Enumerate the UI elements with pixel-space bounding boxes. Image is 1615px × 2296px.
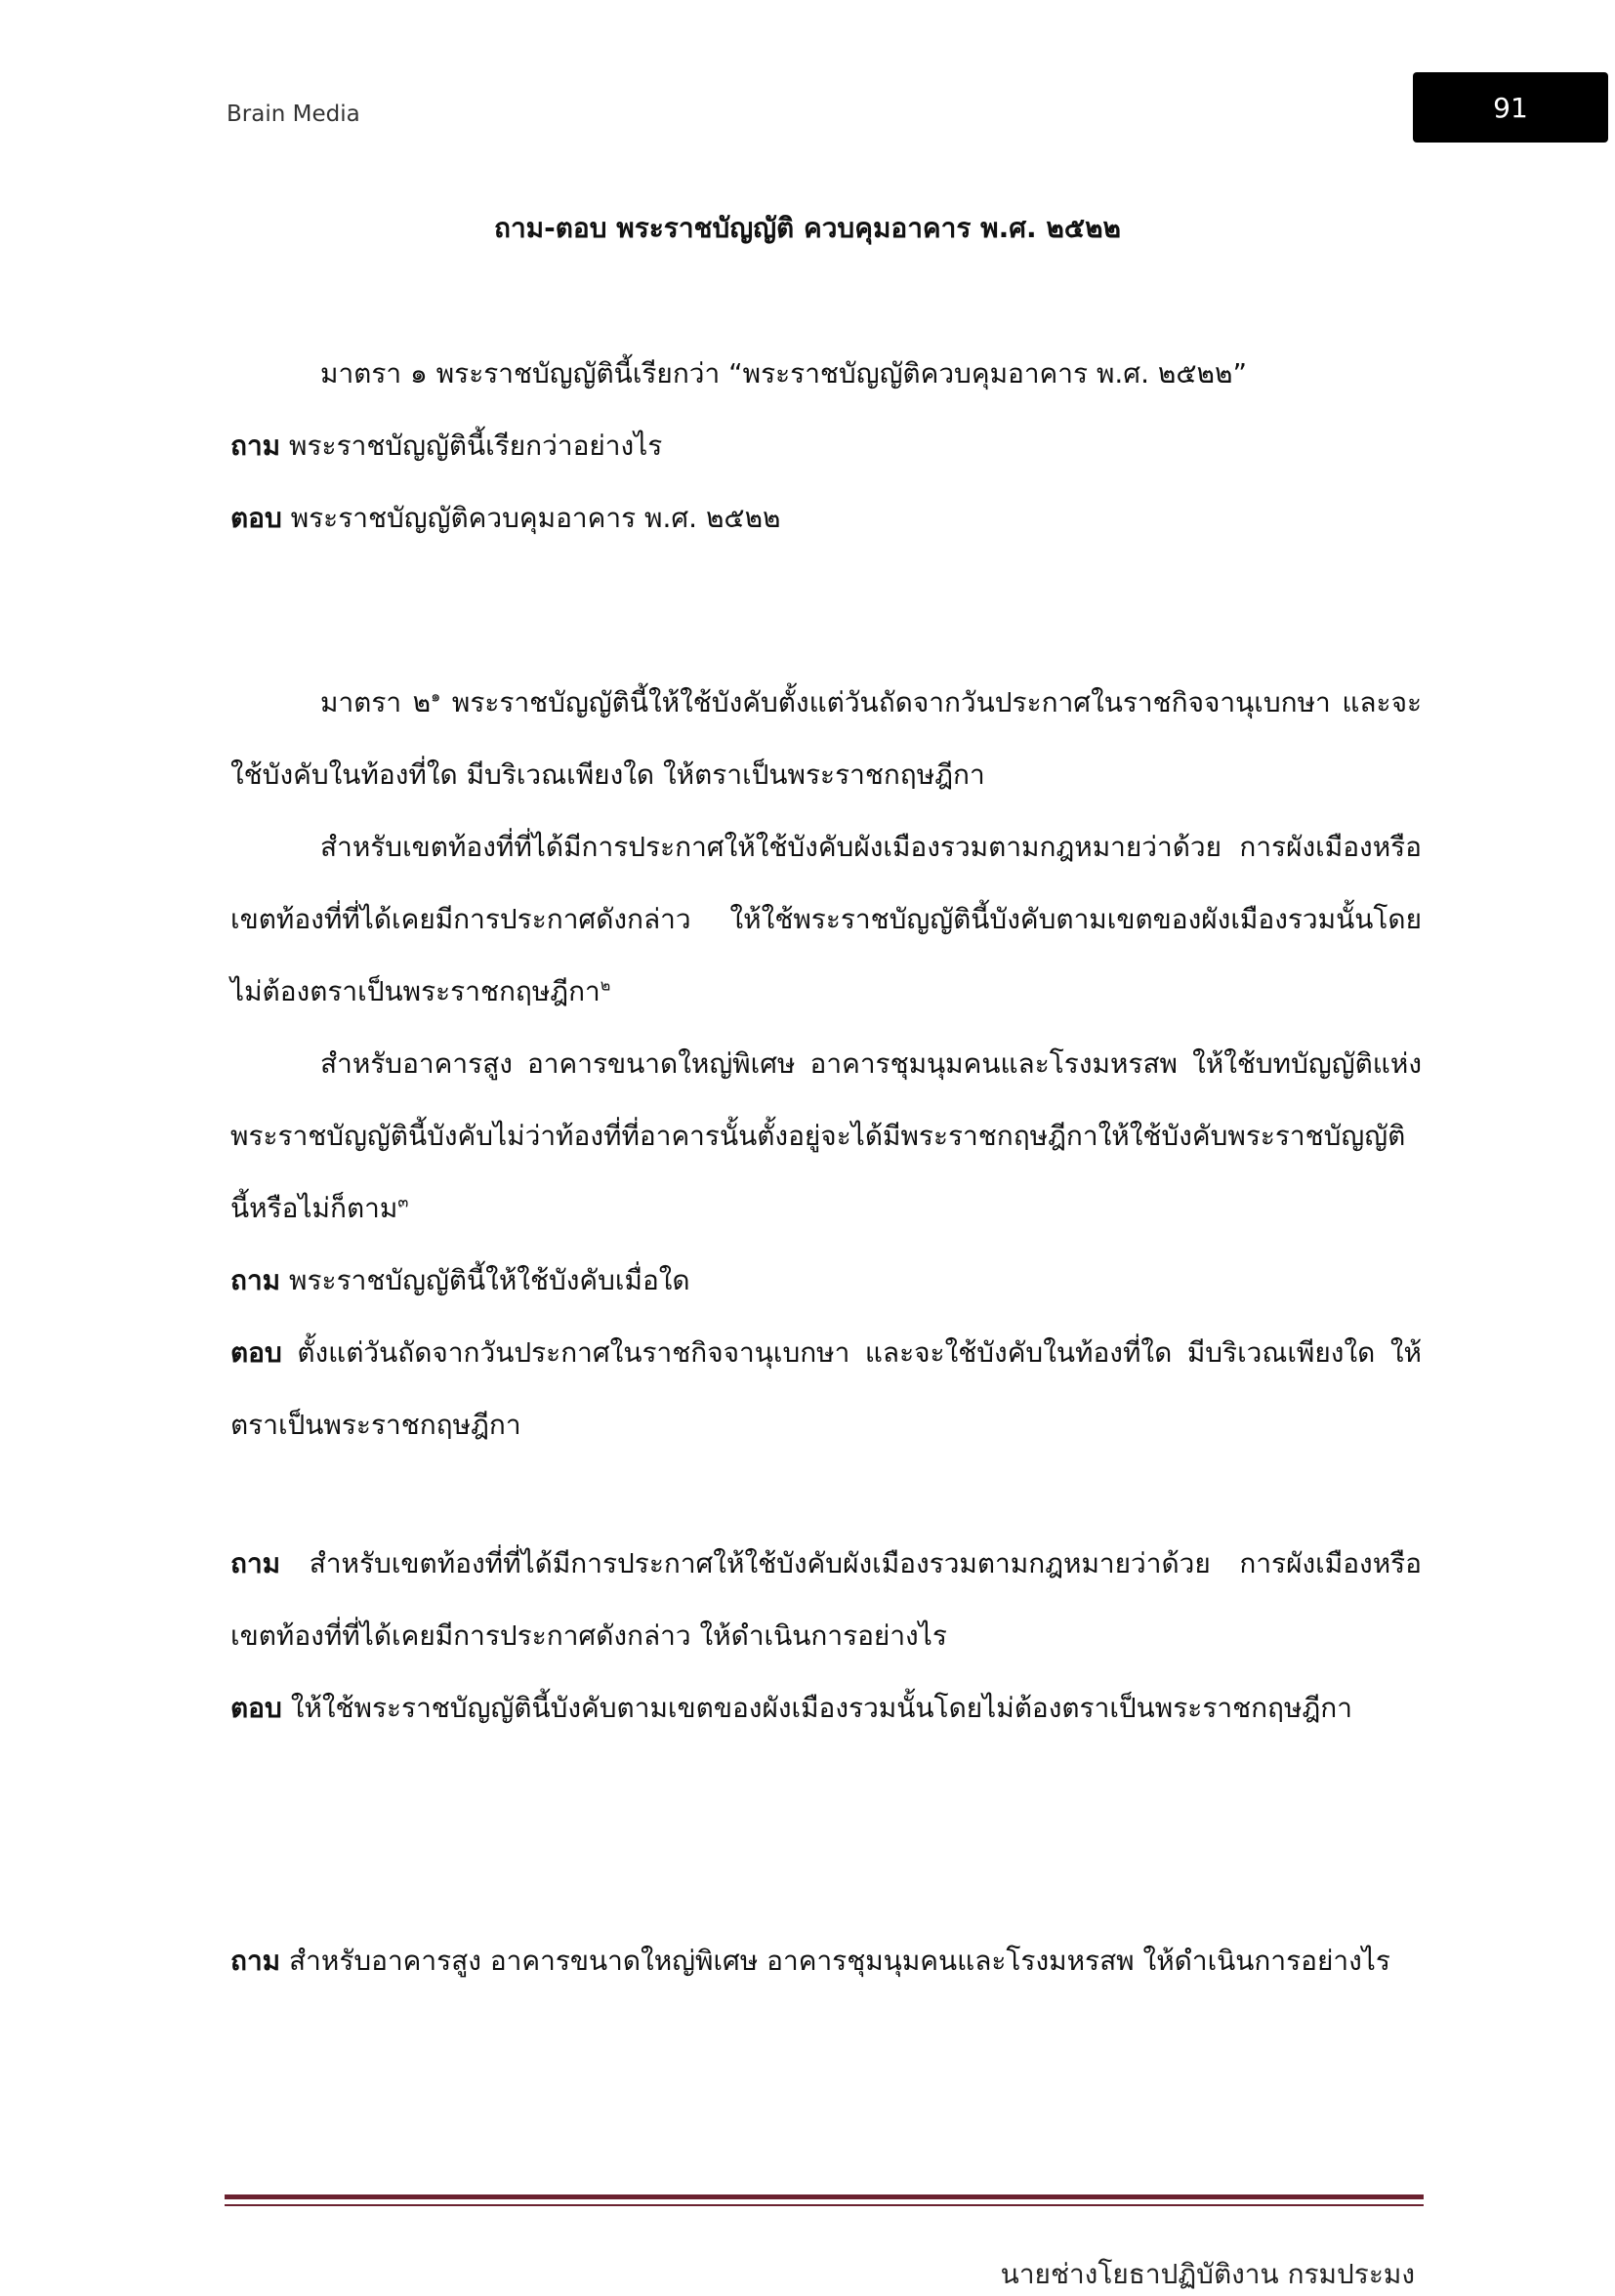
question-label: ถาม (230, 1547, 281, 1579)
answer-1 (230, 482, 1422, 554)
footer-divider (225, 2194, 1424, 2199)
section-2 (230, 667, 1422, 1461)
footnote-ref-2: ๒ (600, 975, 611, 995)
footnote-ref-3: ๓ (397, 1192, 409, 1211)
question-1 (230, 410, 1422, 482)
section-1 (230, 338, 1422, 554)
article-2-text: พระราชบัญญัตินี้ให้ใช้บังคับตั้งแต่วันถัดจากวันประกาศในราชกิจจานุเบกษา และจะใช้บังคับในท้องที่ใด มีบริเวณเพียงใด ให้ตราเป็นพระราชกฤษฎีกา (230, 686, 1423, 791)
question-label: ถาม (230, 1264, 281, 1296)
footnote-ref-1: ๑ (431, 686, 441, 706)
article-2-head: มาตรา ๒ (320, 686, 432, 718)
question-text: พระราชบัญญัตินี้เรียกว่าอย่างไร (289, 430, 663, 462)
question-4 (230, 1925, 1422, 1997)
section-3 (230, 1528, 1422, 1744)
footer-divider-thin (225, 2204, 1424, 2206)
document-title: ถาม-ตอบ พระราชบัญญัติ ควบคุมอาคาร พ.ศ. ๒๕๒๒ (493, 212, 1121, 244)
article-1: มาตรา ๑ พระราชบัญญัตินี้เรียกว่า “พระราชบัญญัติควบคุมอาคาร พ.ศ. ๒๕๒๒” (320, 357, 1247, 390)
answer-label: ตอบ (230, 1336, 282, 1369)
question-3 (230, 1528, 1422, 1672)
question-label: ถาม (230, 1945, 281, 1977)
question-text: พระราชบัญญัตินี้ให้ใช้บังคับเมื่อใด (289, 1264, 690, 1296)
question-text: สำหรับเขตท้องที่ที่ได้มีการประกาศให้ใช้บังคับผังเมืองรวมตามกฎหมายว่าด้วย การผังเมืองหรือเขตท้องที่ที่ได้เคยมีการประกาศดังกล่าว ให้ดำเนินการอย่างไร (230, 1547, 1422, 1652)
question-2 (230, 1245, 1422, 1317)
question-label: ถาม (230, 430, 281, 462)
answer-text: พระราชบัญญัติควบคุมอาคาร พ.ศ. ๒๕๒๒ (290, 502, 781, 534)
answer-text: ให้ใช้พระราชบัญญัตินี้บังคับตามเขตของผังเมืองรวมนั้นโดยไม่ต้องตราเป็นพระราชกฤษฎีกา (290, 1692, 1352, 1724)
page-number-badge (1413, 72, 1608, 143)
article-2 (230, 667, 1422, 811)
answer-label: ตอบ (230, 502, 282, 534)
article-2-para-2 (230, 811, 1422, 1028)
section-4 (230, 1925, 1422, 1997)
footer-author: นายช่างโยธาปฏิบัติงาน กรมประมง (1000, 2258, 1415, 2290)
answer-2 (230, 1317, 1422, 1461)
brand-label: Brain Media (227, 102, 360, 127)
question-text: สำหรับอาคารสูง อาคารขนาดใหญ่พิเศษ อาคารชุมนุมคนและโรงมหรสพ ให้ดำเนินการอย่างไร (289, 1945, 1390, 1977)
answer-label: ตอบ (230, 1692, 282, 1724)
article-2-para-3 (230, 1028, 1422, 1245)
article-2-para-2-text: สำหรับเขตท้องที่ที่ได้มีการประกาศให้ใช้บังคับผังเมืองรวมตามกฎหมายว่าด้วย การผังเมืองหรือเขตท้องที่ที่ได้เคยมีการประกาศดังกล่าว ให้ใช้พระราชบัญญัตินี้บังคับตามเขตของผังเมืองรวมนั้นโดยไม่ต้องตราเป็นพระราชกฤษฎีกา (230, 831, 1422, 1007)
answer-3 (230, 1672, 1422, 1744)
page-number: 91 (1493, 91, 1528, 124)
answer-text: ตั้งแต่วันถัดจากวันประกาศในราชกิจจานุเบกษา และจะใช้บังคับในท้องที่ใด มีบริเวณเพียงใด ให้ตราเป็นพระราชกฤษฎีกา (230, 1336, 1422, 1441)
article-2-para-3-text: สำหรับอาคารสูง อาคารขนาดใหญ่พิเศษ อาคารชุมนุมคนและโรงมหรสพ ให้ใช้บทบัญญัติแห่งพระราชบัญญัตินี้บังคับไม่ว่าท้องที่ที่อาคารนั้นตั้งอยู่จะได้มีพระราชกฤษฎีกาให้ใช้บังคับพระราชบัญญัตินี้หรือไม่ก็ตาม (230, 1047, 1422, 1224)
